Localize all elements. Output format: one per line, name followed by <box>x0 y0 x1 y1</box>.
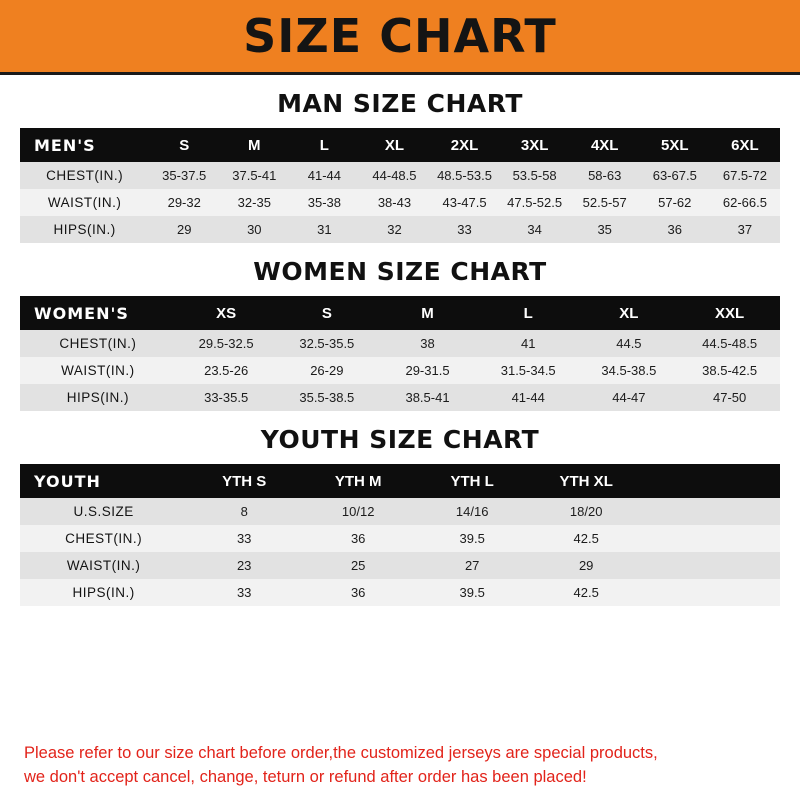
youth-waist-label: WAIST(IN.) <box>20 552 187 579</box>
youth-hips-label: HIPS(IN.) <box>20 579 187 606</box>
women-hips-m: 38.5-41 <box>377 384 478 411</box>
table-header-row <box>20 128 780 162</box>
men-waist-5xl: 57-62 <box>640 189 710 216</box>
men-waist-s: 29-32 <box>149 189 219 216</box>
men-waist-label: WAIST(IN.) <box>20 189 149 216</box>
women-hips-s: 35.5-38.5 <box>276 384 377 411</box>
men-chest-label: CHEST(IN.) <box>20 162 149 189</box>
men-chest-m: 37.5-41 <box>219 162 289 189</box>
men-col-4xl: 4XL <box>570 128 640 162</box>
youth-waist-l: 27 <box>415 552 529 579</box>
youth-hips-s: 33 <box>187 579 301 606</box>
men-col-s: S <box>149 128 219 162</box>
youth-hips-empty <box>643 579 780 606</box>
men-hips-6xl: 37 <box>710 216 780 243</box>
women-chest-s: 32.5-35.5 <box>276 330 377 357</box>
women-waist-label: WAIST(IN.) <box>20 357 176 384</box>
men-col-3xl: 3XL <box>500 128 570 162</box>
men-chest-6xl: 67.5-72 <box>710 162 780 189</box>
table-row <box>20 579 780 606</box>
women-chest-label: CHEST(IN.) <box>20 330 176 357</box>
men-waist-l: 35-38 <box>289 189 359 216</box>
women-waist-l: 31.5-34.5 <box>478 357 579 384</box>
men-chest-2xl: 48.5-53.5 <box>430 162 500 189</box>
men-hips-4xl: 35 <box>570 216 640 243</box>
men-waist-2xl: 43-47.5 <box>430 189 500 216</box>
footer-disclaimer <box>0 742 800 790</box>
youth-col-empty <box>643 464 780 498</box>
men-col-5xl: 5XL <box>640 128 710 162</box>
youth-chest-empty <box>643 525 780 552</box>
youth-row-header: YOUTH <box>20 464 187 498</box>
women-chest-m: 38 <box>377 330 478 357</box>
men-hips-5xl: 36 <box>640 216 710 243</box>
women-waist-s: 26-29 <box>276 357 377 384</box>
women-row-header: WOMEN'S <box>20 296 176 330</box>
youth-col-xl: YTH XL <box>529 464 643 498</box>
men-row-header: MEN'S <box>20 128 149 162</box>
footer-line-1: Please refer to our size chart before order,the customized jerseys are special products, <box>24 744 658 763</box>
table-row <box>20 216 780 243</box>
youth-ussize-m: 10/12 <box>301 498 415 525</box>
men-waist-xl: 38-43 <box>359 189 429 216</box>
youth-hips-xl: 42.5 <box>529 579 643 606</box>
men-chest-xl: 44-48.5 <box>359 162 429 189</box>
men-hips-3xl: 34 <box>500 216 570 243</box>
youth-waist-empty <box>643 552 780 579</box>
youth-chest-s: 33 <box>187 525 301 552</box>
men-chest-5xl: 63-67.5 <box>640 162 710 189</box>
men-size-section <box>0 89 800 243</box>
table-row <box>20 552 780 579</box>
table-row <box>20 525 780 552</box>
youth-size-section <box>0 425 800 606</box>
women-hips-l: 41-44 <box>478 384 579 411</box>
women-waist-xl: 34.5-38.5 <box>579 357 680 384</box>
youth-hips-l: 39.5 <box>415 579 529 606</box>
table-row <box>20 189 780 216</box>
footer-line-2: we don't accept cancel, change, teturn or refund after order has been placed! <box>24 768 587 787</box>
men-size-table <box>20 128 780 243</box>
table-header-row <box>20 296 780 330</box>
men-col-l: L <box>289 128 359 162</box>
women-col-xl: XL <box>579 296 680 330</box>
women-col-s: S <box>276 296 377 330</box>
men-col-6xl: 6XL <box>710 128 780 162</box>
men-chest-s: 35-37.5 <box>149 162 219 189</box>
youth-ussize-l: 14/16 <box>415 498 529 525</box>
youth-size-table <box>20 464 780 606</box>
youth-waist-s: 23 <box>187 552 301 579</box>
women-waist-xxl: 38.5-42.5 <box>679 357 780 384</box>
women-hips-xl: 44-47 <box>579 384 680 411</box>
youth-ussize-xl: 18/20 <box>529 498 643 525</box>
women-waist-m: 29-31.5 <box>377 357 478 384</box>
women-chest-l: 41 <box>478 330 579 357</box>
men-waist-4xl: 52.5-57 <box>570 189 640 216</box>
men-col-2xl: 2XL <box>430 128 500 162</box>
women-chest-xl: 44.5 <box>579 330 680 357</box>
women-waist-xs: 23.5-26 <box>176 357 277 384</box>
youth-ussize-label: U.S.SIZE <box>20 498 187 525</box>
men-chest-4xl: 58-63 <box>570 162 640 189</box>
women-hips-label: HIPS(IN.) <box>20 384 176 411</box>
women-chest-xxl: 44.5-48.5 <box>679 330 780 357</box>
women-col-l: L <box>478 296 579 330</box>
men-chest-3xl: 53.5-58 <box>500 162 570 189</box>
women-size-section <box>0 257 800 411</box>
men-chest-l: 41-44 <box>289 162 359 189</box>
youth-chest-m: 36 <box>301 525 415 552</box>
men-col-xl: XL <box>359 128 429 162</box>
table-row <box>20 384 780 411</box>
youth-chest-l: 39.5 <box>415 525 529 552</box>
table-header-row <box>20 464 780 498</box>
women-col-xs: XS <box>176 296 277 330</box>
youth-ussize-s: 8 <box>187 498 301 525</box>
women-hips-xxl: 47-50 <box>679 384 780 411</box>
men-col-m: M <box>219 128 289 162</box>
women-section-title: WOMEN SIZE CHART <box>253 257 547 286</box>
women-col-m: M <box>377 296 478 330</box>
women-chest-xs: 29.5-32.5 <box>176 330 277 357</box>
men-waist-6xl: 62-66.5 <box>710 189 780 216</box>
page-title: SIZE CHART <box>243 9 557 63</box>
table-row <box>20 498 780 525</box>
table-row <box>20 162 780 189</box>
men-waist-m: 32-35 <box>219 189 289 216</box>
youth-waist-m: 25 <box>301 552 415 579</box>
women-size-table <box>20 296 780 411</box>
men-hips-m: 30 <box>219 216 289 243</box>
men-section-title: MAN SIZE CHART <box>277 89 523 118</box>
men-hips-label: HIPS(IN.) <box>20 216 149 243</box>
women-col-xxl: XXL <box>679 296 780 330</box>
men-hips-s: 29 <box>149 216 219 243</box>
youth-col-m: YTH M <box>301 464 415 498</box>
men-hips-2xl: 33 <box>430 216 500 243</box>
men-hips-l: 31 <box>289 216 359 243</box>
table-row <box>20 330 780 357</box>
youth-ussize-empty <box>643 498 780 525</box>
table-row <box>20 357 780 384</box>
youth-col-l: YTH L <box>415 464 529 498</box>
men-hips-xl: 32 <box>359 216 429 243</box>
youth-chest-label: CHEST(IN.) <box>20 525 187 552</box>
youth-waist-xl: 29 <box>529 552 643 579</box>
women-hips-xs: 33-35.5 <box>176 384 277 411</box>
youth-chest-xl: 42.5 <box>529 525 643 552</box>
youth-section-title: YOUTH SIZE CHART <box>260 425 540 454</box>
youth-hips-m: 36 <box>301 579 415 606</box>
men-waist-3xl: 47.5-52.5 <box>500 189 570 216</box>
youth-col-s: YTH S <box>187 464 301 498</box>
page-banner <box>0 0 800 75</box>
